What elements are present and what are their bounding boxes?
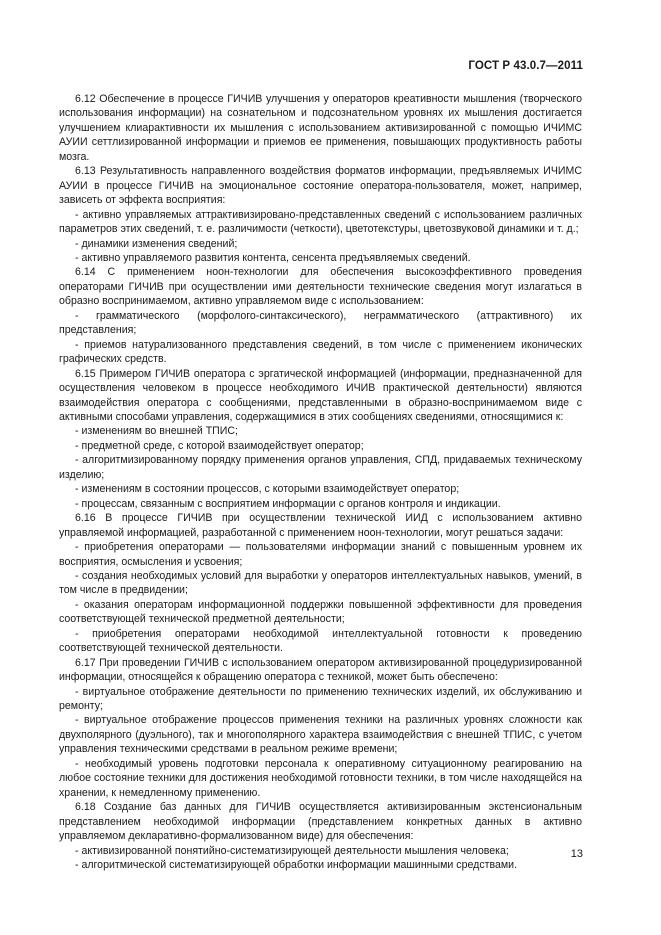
document-id-header: ГОСТ Р 43.0.7—2011 [468, 60, 583, 72]
paragraph-6-18: 6.18 Создание баз данных для ГИЧИВ осуществляется активизированным экстенсиональным представлением необходимой информации (представлением конкретных данных в активно управляемом декларативно-формализованном виде) для обеспечения: [59, 801, 582, 843]
document-body [59, 92, 582, 872]
list-item: - алгоритмизированному порядку применения органов управления, СПД, придаваемых техническому изделию; [59, 454, 582, 481]
list-item: - алгоритмической систематизирующей обработки информации машинными средствами. [75, 859, 518, 872]
paragraph-6-14: 6.14 С применением ноон-технологии для обеспечения высокоэффективного проведения операторами ГИЧИВ при осуществлении ими деятельности технические сведения могут излагаться в образно воспринимаемом, активно управляемом виде с использованием: [59, 266, 582, 308]
list-item: - активизированной понятийно-систематизирующей деятельности мышления человека; [75, 844, 509, 857]
list-item: - виртуальное отображение процессов применения техники на различных уровнях сложности как двухполярного (дуэльного), так и многополярного характера взаимодействия с внешней ТПИС, с учетом управления техническими средствами в реальном режиме времени; [59, 714, 582, 756]
paragraph-6-12: 6.12 Обеспечение в процессе ГИЧИВ улучшения у операторов креативности мышления (творческого использования информации) на сознательном и подсознательном уровнях их мышления достигается улучшением клиарактивности их мышления с использованием активизированной с помощью ИЧИМС АУИИ сеттлизированной информации и приемов ее применения, повышающих продуктивность работы мозга. [59, 93, 582, 163]
paragraph-6-13: 6.13 Результативность направленного воздействия форматов информации, предъявляемых ИЧИМС АУИИ в процессе ГИЧИВ на эмоциональное состояние оператора-пользователя, может, например, зависеть от эффекта восприятия: [59, 165, 582, 207]
list-item: - активно управляемого развития контента, сенсента предъявляемых сведений. [75, 251, 471, 264]
list-item: - процессам, связанным с восприятием информации с органов контроля и индикации. [75, 497, 501, 510]
list-item: - изменениям в состоянии процессов, с которыми взаимодействует оператор; [75, 483, 460, 496]
list-item: - динамики изменения сведений; [75, 237, 238, 250]
page-number: 13 [570, 848, 583, 860]
paragraph-6-17: 6.17 При проведении ГИЧИВ с использованием оператором активизированной процедуризированной информации, относящейся к обращению оператора с техникой, может быть обеспечено: [59, 656, 582, 684]
list-item: - оказания операторам информационной поддержки повышенной эффективности для проведения соответствующей технической предметной деятельности; [59, 598, 582, 626]
list-item: - изменениям во внешней ТПИС; [75, 425, 239, 438]
list-item: - предметной среде, с которой взаимодействует оператор; [75, 439, 364, 452]
list-item: - грамматического (морфолого-синтаксического), неграмматического (аттрактивного) их представления; [59, 309, 582, 337]
paragraph-6-16: 6.16 В процессе ГИЧИВ при осуществлении технической ИИД с использованием активно управляемой информацией, разработанной с применением ноон-технологии, могут решаться задачи: [59, 512, 582, 539]
list-item: - приобретения операторами необходимой интеллектуальной готовности к проведению соответствующей технической деятельности. [59, 627, 582, 655]
list-item: - необходимый уровень подготовки персонала к оперативному ситуационному реагированию на любое состояние техники для достижения необходимой готовности техники, в том числе находящейся на хранении, к немедленному применению. [59, 757, 582, 799]
list-item: - активно управляемых аттрактивизировано-представленных сведений с использованием различных параметров этих сведений, т. е. различимости (четкости), цветотекстуры, цветозвуковой динамики и т. д.; [59, 208, 582, 236]
list-item: - создания необходимых условий для выработки у операторов интеллектуальных навыков, умений, в том числе в предвидении; [59, 569, 582, 597]
paragraph-6-15: 6.15 Примером ГИЧИВ оператора с эргатической информацией (информации, предназначенной для осуществления человеком в процессе необходимого ИЧИВ практической деятельности) являются взаимодействия оператора с сообщениями, представленными в образно-воспринимаемом виде с активными способами управления, содержащимися в этих сообщениях сведениями, относящимися к: [59, 367, 582, 423]
list-item: - виртуальное отображение деятельности по применению технических изделий, их обслуживанию и ремонту; [59, 685, 582, 713]
list-item: - приобретения операторами — пользователями информации знаний с повышенным уровнем их восприятия, осмысления и усвоения; [59, 541, 582, 568]
list-item: - приемов натурализованного представления сведений, в том числе с применением иконических графических средств. [59, 338, 582, 366]
